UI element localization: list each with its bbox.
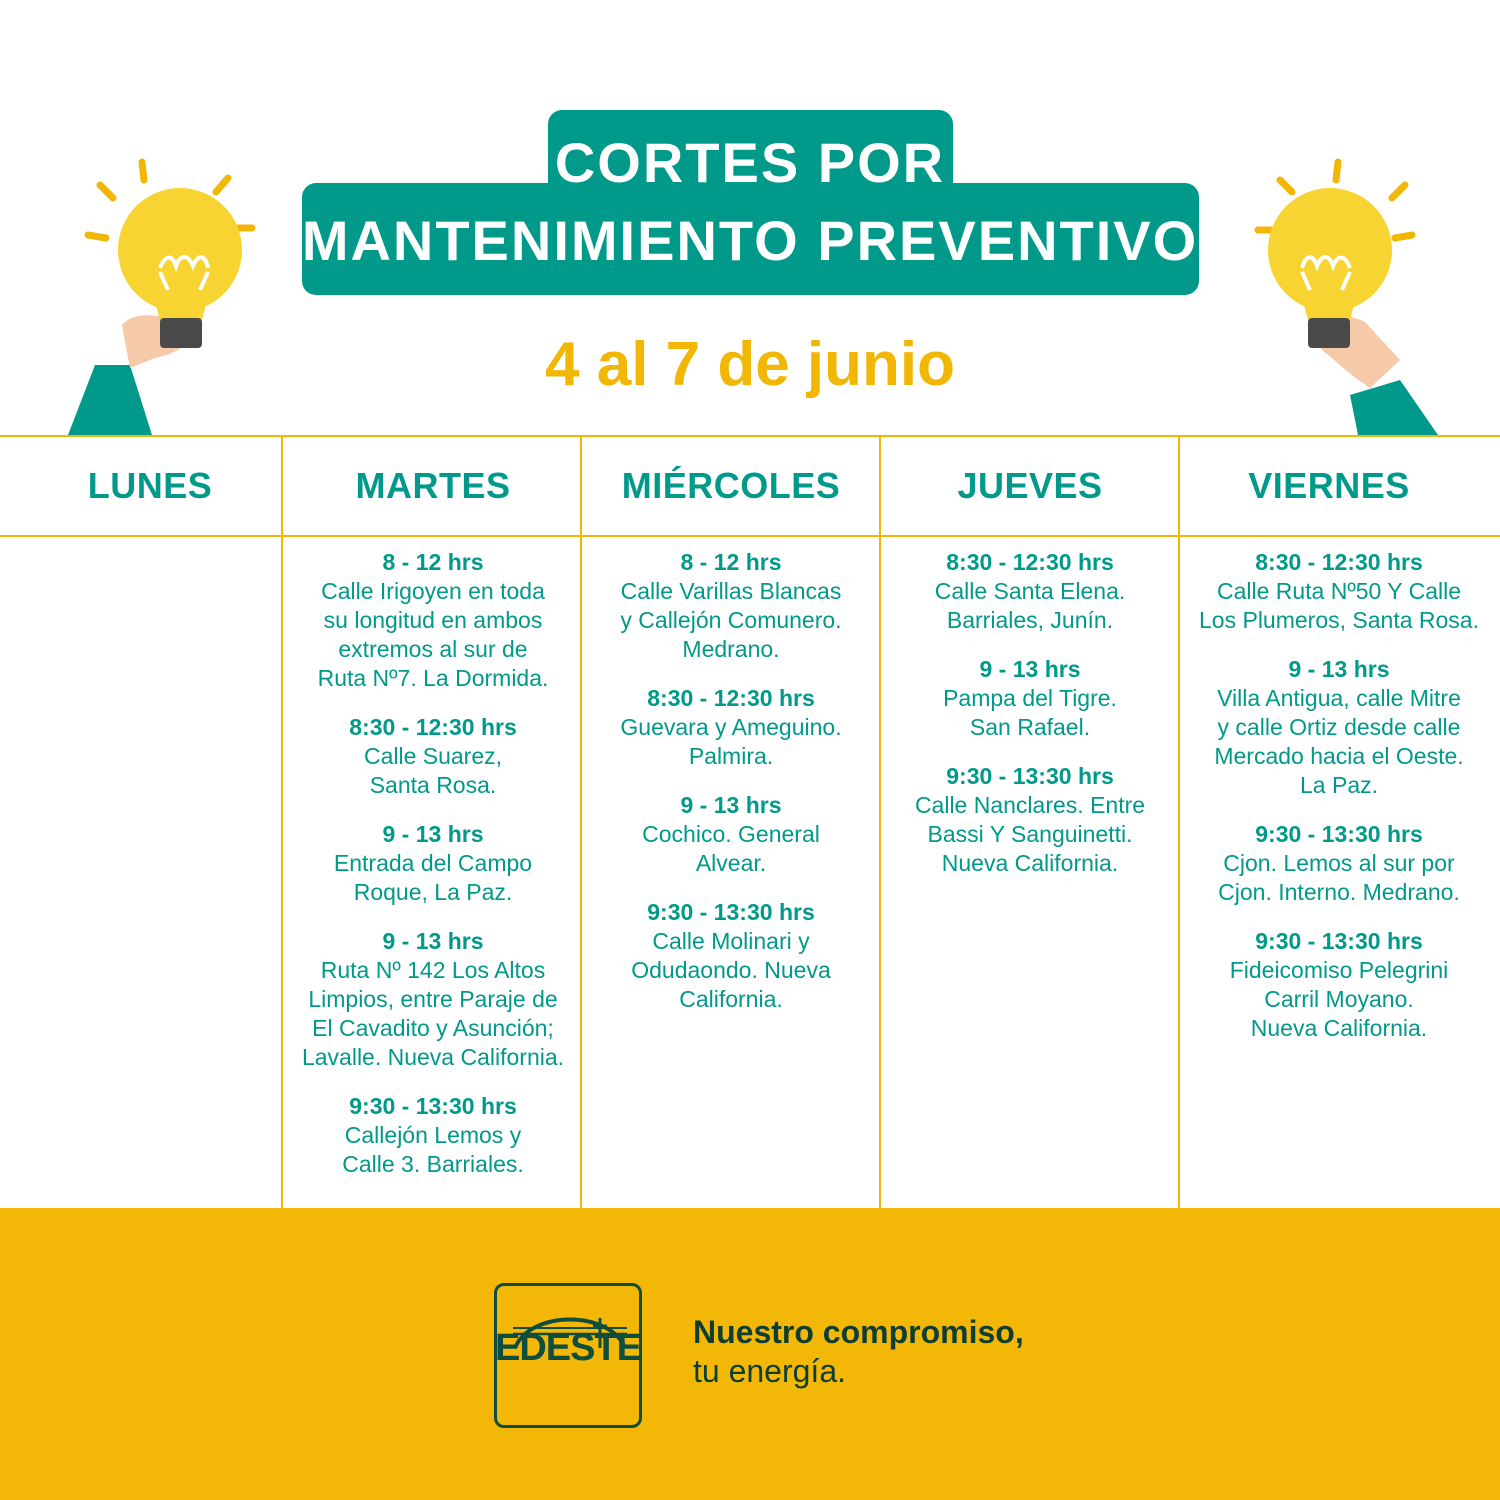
entry-location: Calle Varillas Blancas y Callejón Comunero. Medrano. [620,578,842,662]
entry-time: 8:30 - 12:30 hrs [349,714,517,740]
entry-time: 9:30 - 13:30 hrs [1255,821,1423,847]
schedule-entry [1180,927,1498,1043]
schedule-entry [582,898,880,1014]
entry-location: Calle Ruta Nº50 Y Calle Los Plumeros, Santa Rosa. [1199,578,1479,633]
entry-time: 9 - 13 hrs [382,928,484,954]
slogan-line1: Nuestro compromiso, [693,1314,1024,1350]
entry-time: 8:30 - 12:30 hrs [1255,549,1423,575]
schedule-entry [582,791,880,878]
entry-location: Ruta Nº 142 Los Altos Limpios, entre Paraje de El Cavadito y Asunción; Lavalle. Nueva California. [301,957,565,1070]
entry-time: 8:30 - 12:30 hrs [647,685,815,711]
schedule-entry [283,713,583,800]
entry-time: 9:30 - 13:30 hrs [946,763,1114,789]
column-jueves [881,548,1179,898]
entry-location: Callejón Lemos y Calle 3. Barriales. [342,1122,524,1177]
logo-wordmark: EDESTE [494,1327,642,1369]
day-header-viernes: VIERNES [1248,465,1410,506]
day-header-martes: MARTES [355,465,511,506]
entry-time: 8:30 - 12:30 hrs [946,549,1114,575]
entry-time: 9:30 - 13:30 hrs [647,899,815,925]
entry-location: Villa Antigua, calle Mitre y calle Ortiz desde calle Mercado hacia el Oeste. La Paz. [1214,685,1464,798]
entry-time: 8 - 12 hrs [382,549,484,575]
schedule-entry [582,548,880,664]
date-range: 4 al 7 de junio [545,330,955,399]
entry-time: 9:30 - 13:30 hrs [349,1093,517,1119]
column-viernes [1180,548,1498,1063]
entry-time: 9 - 13 hrs [680,792,782,818]
slogan-line2: tu energía. [693,1353,846,1389]
schedule-entry [881,762,1179,878]
schedule-entry [881,655,1179,742]
schedule-entry [1180,548,1498,635]
schedule-entry [881,548,1179,635]
schedule-entry [1180,820,1498,907]
schedule-entry [582,684,880,771]
schedule-entry [283,548,583,693]
entry-time: 9:30 - 13:30 hrs [1255,928,1423,954]
day-header-lunes: LUNES [87,465,213,506]
page-title-line1: CORTES POR [554,131,946,194]
day-header-jueves: JUEVES [957,465,1103,506]
entry-location: Entrada del Campo Roque, La Paz. [333,850,533,905]
entry-location: Calle Nanclares. Entre Bassi Y Sanguinetti. Nueva California. [914,792,1146,876]
entry-time: 9 - 13 hrs [1288,656,1390,682]
entry-location: Fideicomiso Pelegrini Carril Moyano. Nueva California. [1229,957,1449,1041]
entry-location: Calle Suarez, Santa Rosa. [363,743,503,798]
entry-time: 8 - 12 hrs [680,549,782,575]
column-miercoles [582,548,880,1034]
entry-location: Calle Irigoyen en toda su longitud en ambos extremos al sur de Ruta Nº7. La Dormida. [317,578,549,691]
entry-location: Pampa del Tigre. San Rafael. [943,685,1117,740]
entry-time: 9 - 13 hrs [382,821,484,847]
page-title-line2: MANTENIMIENTO PREVENTIVO [301,209,1199,272]
column-martes [283,548,583,1199]
schedule-entry [1180,655,1498,800]
entry-location: Cochico. General Alvear. [642,821,820,876]
entry-location: Cjon. Lemos al sur por Cjon. Interno. Medrano. [1218,850,1460,905]
schedule-entry [283,1092,583,1179]
entry-time: 9 - 13 hrs [979,656,1081,682]
entry-location: Calle Molinari y Odudaondo. Nueva California. [631,928,831,1012]
entry-location: Guevara y Ameguino. Palmira. [620,714,842,769]
day-header-miercoles: MIÉRCOLES [621,465,841,506]
schedule-entry [283,927,583,1072]
entry-location: Calle Santa Elena. Barriales, Junín. [934,578,1126,633]
schedule-entry [283,820,583,907]
